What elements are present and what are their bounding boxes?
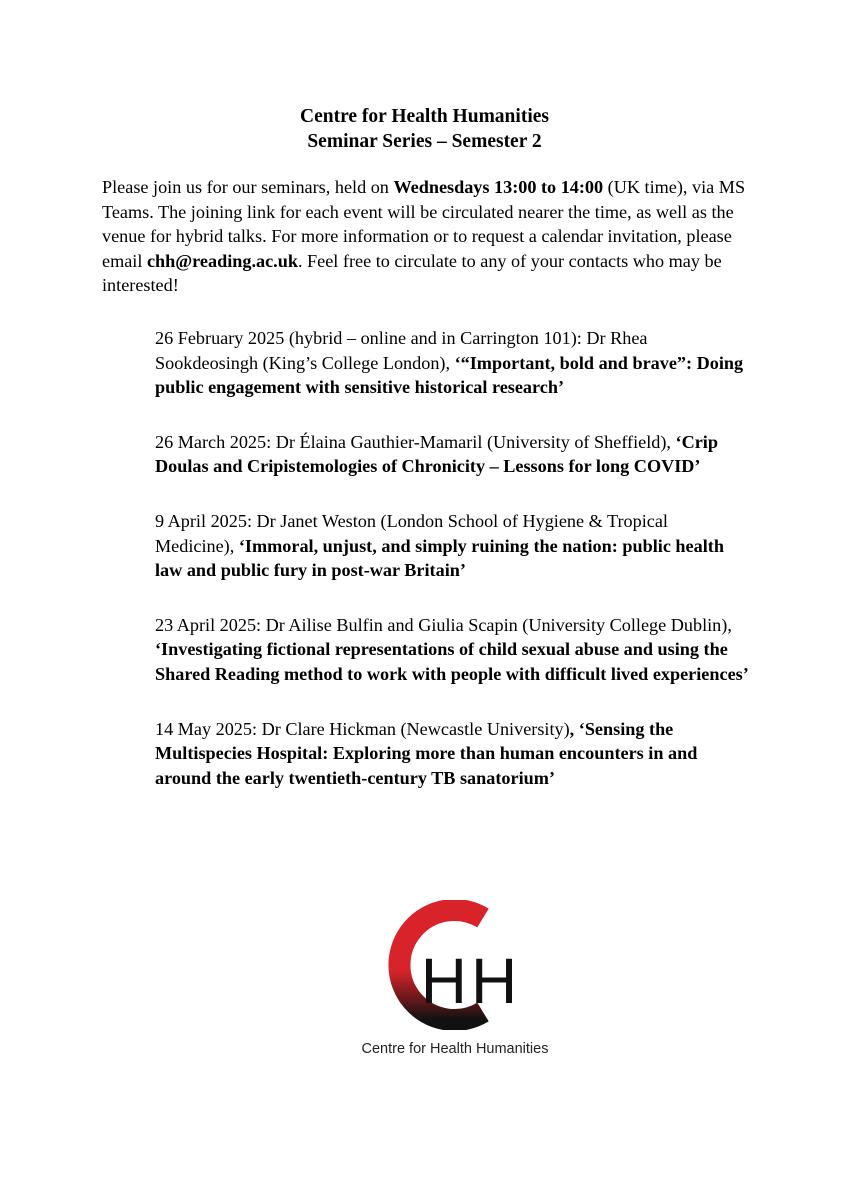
seminar-details: 26 February 2025 (hybrid – online and in Carrington 101): Dr Rhea Sookdeosingh (King’s College London),	[155, 328, 648, 373]
chh-logo	[335, 900, 575, 1070]
logo-letters: HH	[420, 945, 522, 1017]
logo-caption: Centre for Health Humanities	[361, 1041, 549, 1057]
seminar-title: , ‘Sensing the Multispecies Hospital: Exploring more than human encounters in and around the early twentieth-century TB sanatorium’	[155, 718, 698, 788]
contact-email: chh@reading.ac.uk	[146, 250, 298, 271]
intro-text-b: (UK time), via MS Teams. The joining link for each event will be circulated nearer the time, as well as the venue for hybrid talks. For more information or to request a calendar invitation, please email	[102, 177, 746, 271]
seminar-title: ‘Crip Doulas and Cripistemologies of Chronicity – Lessons for long COVID’	[155, 431, 718, 477]
seminar-details: 26 March 2025: Dr Élaina Gauthier-Mamaril (University of Sheffield),	[155, 431, 676, 452]
seminar-item	[155, 509, 751, 583]
page-title	[0, 104, 849, 154]
seminar-item	[155, 717, 751, 791]
seminar-details: 9 April 2025: Dr Janet Weston (London School of Hygiene & Tropical Medicine),	[155, 510, 668, 556]
seminar-list	[155, 326, 751, 820]
seminar-item	[155, 613, 751, 687]
intro-text-c: . Feel free to circulate to any of your contacts who may be interested!	[102, 250, 722, 296]
seminar-item	[155, 326, 751, 400]
title-line-series: Seminar Series – Semester 2	[307, 131, 542, 152]
intro-text-a: Please join us for our seminars, held on	[102, 177, 394, 197]
intro-schedule: Wednesdays 13:00 to 14:00	[393, 177, 604, 197]
seminar-item	[155, 430, 751, 479]
seminar-details: 14 May 2025: Dr Clare Hickman (Newcastle University)	[155, 718, 570, 739]
seminar-title: ‘“Important, bold and brave”: Doing public engagement with sensitive historical research’	[155, 352, 744, 398]
seminar-title: ‘Investigating fictional representations of child sexual abuse and using the Shared Reading method to work with people with difficult lived experiences’	[155, 639, 749, 684]
chh-logo-mark	[365, 900, 555, 1030]
intro-paragraph	[102, 175, 752, 298]
seminar-title: ‘Immoral, unjust, and simply ruining the nation: public health law and public fury in post-war Britain’	[155, 535, 724, 581]
title-line-centre: Centre for Health Humanities	[300, 106, 549, 127]
seminar-details: 23 April 2025: Dr Ailise Bulfin and Giulia Scapin (University College Dublin),	[155, 614, 732, 635]
